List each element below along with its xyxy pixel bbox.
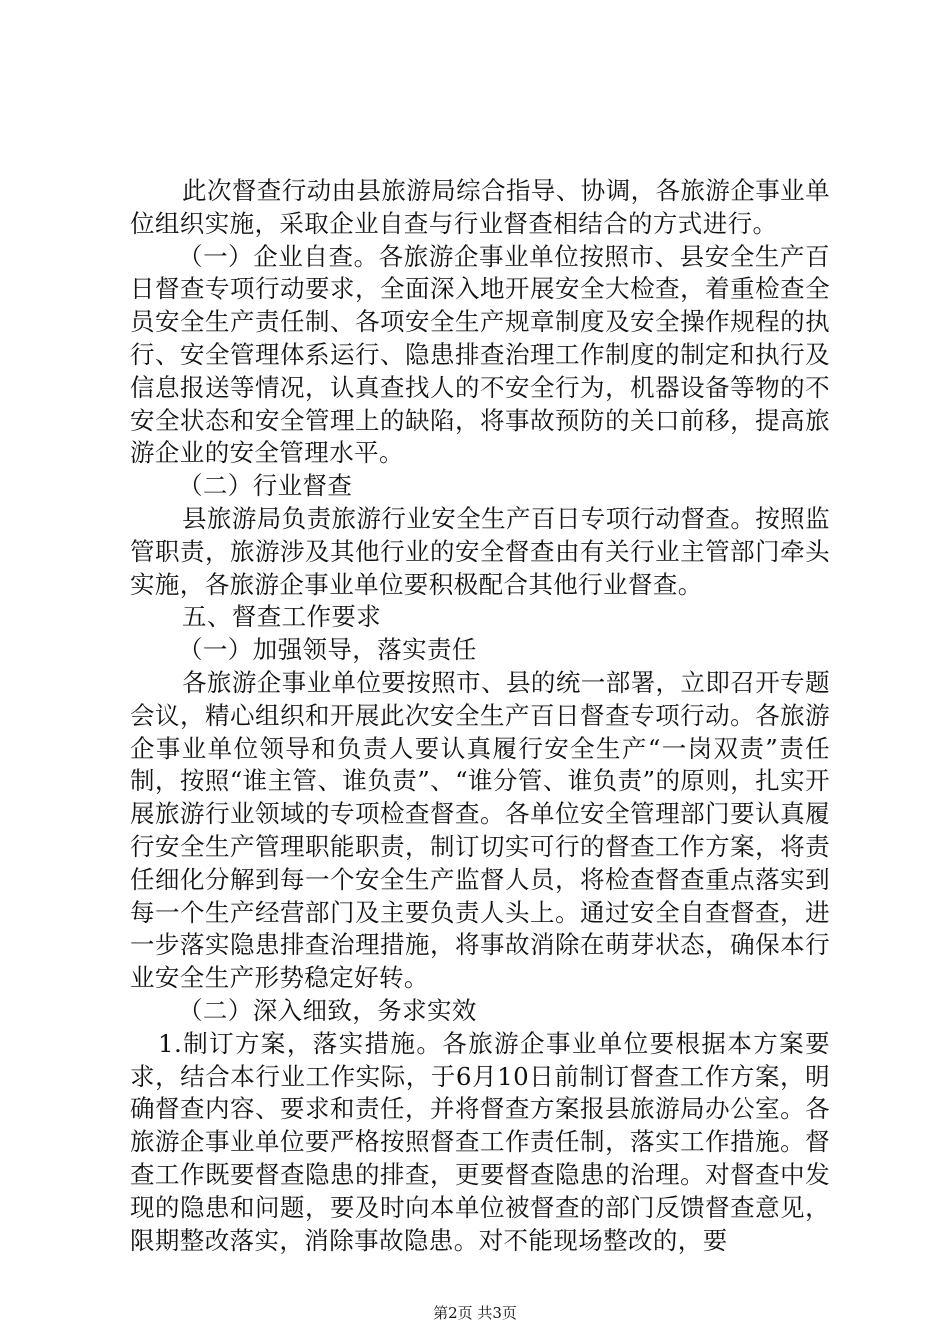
heading-thorough: （二）深入细致，务求实效 (178, 995, 477, 1025)
paragraph-self-inspection: （一）企业自查。各旅游企事业单位按照市、县安全生产百日督查专项行动要求，全面深入地开展安全大检查，着重检查全员安全生产责任制、各项安全生产规章制度及安全操作规程的执行、安全管理体系运行、隐患排查治理工作制度的制定和执行及信息报送等情况，认真查找人的不安全行为，机器设备等物的不安全状态和安全管理上的缺陷，将事故预防的关口前移，提高旅游企业的安全管理水平。 (130, 241, 830, 468)
heading-leadership: （一）加强领导，落实责任 (178, 635, 477, 665)
heading-industry-inspection: （二）行业督查 (178, 471, 353, 501)
page-number: 第2页 共3页 (433, 1304, 517, 1322)
paragraph-intro: 此次督查行动由县旅游局综合指导、协调，各旅游企事业单位组织实施，采取企业自查与行业督查相结合的方式进行。 (130, 176, 830, 238)
paragraph-plan: 1.制订方案，落实措施。各旅游企事业单位要根据本方案要求，结合本行业工作实际，于6月10日前制订督查工作方案，明确督查内容、要求和责任，并将督查方案报县旅游局办公室。各旅游企事业单位要严格按照督查工作责任制，落实工作措施。督查工作既要督查隐患的排查，更要督查隐患的治理。对督查中发现的隐患和问题，要及时向本单位被督查的部门反馈督查意见，限期整改落实，消除事故隐患。对不能现场整改的，要 (130, 1028, 830, 1255)
document-body (130, 175, 830, 1257)
paragraph-leadership: 各旅游企事业单位要按照市、县的统一部署，立即召开专题会议，精心组织和开展此次安全生产百日督查专项行动。各旅游企事业单位领导和负责人要认真履行安全生产“一岗双责”责任制，按照“谁主管、谁负责”、“谁分管、谁负责”的原则，扎实开展旅游行业领域的专项检查督查。各单位安全管理部门要认真履行安全生产管理职能职责，制订切实可行的督查工作方案，将责任细化分解到每一个安全生产监督人员，将检查督查重点落实到每一个生产经营部门及主要负责人头上。通过安全自查督查，进一步落实隐患排查治理措施，将事故消除在萌芽状态，确保本行业安全生产形势稳定好转。 (130, 667, 830, 993)
paragraph-industry-inspection: 县旅游局负责旅游行业安全生产百日专项行动督查。按照监管职责，旅游涉及其他行业的安全督查由有关行业主管部门牵头实施，各旅游企事业单位要积极配合其他行业督查。 (130, 503, 830, 599)
heading-section-five: 五、督查工作要求 (182, 602, 382, 632)
